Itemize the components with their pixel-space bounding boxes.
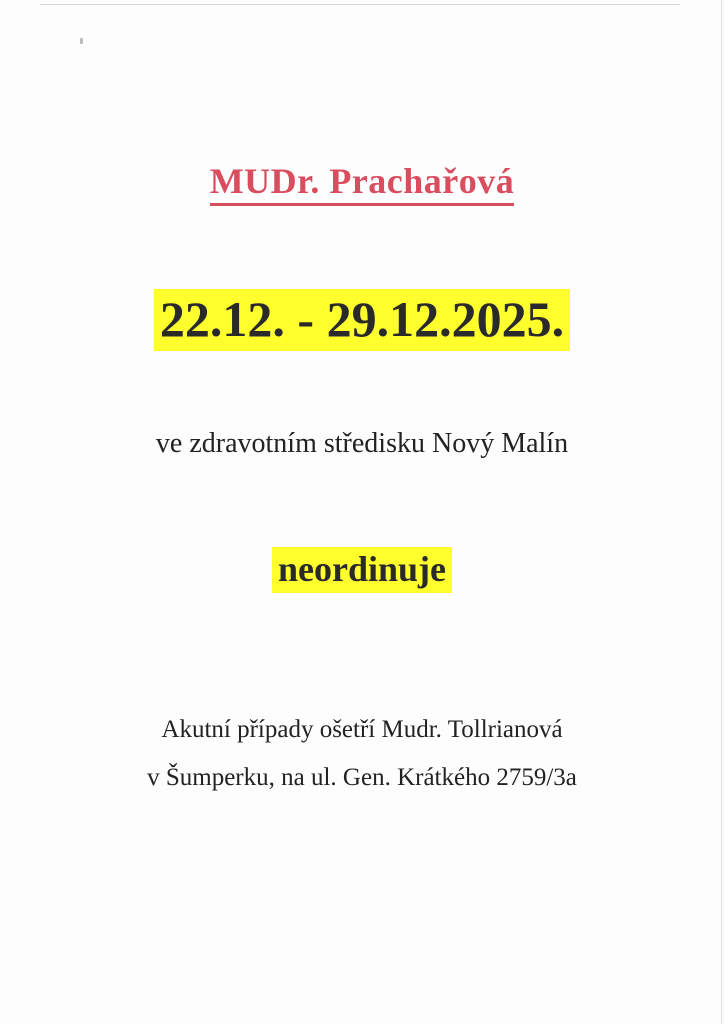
- scan-edge-line: [721, 0, 722, 1024]
- status-heading: [0, 548, 724, 590]
- date-range-highlight: 22.12. - 29.12.2025.: [154, 289, 570, 351]
- location-text: ve zdravotním středisku Nový Malín: [155, 428, 569, 459]
- status-highlight: neordinuje: [272, 547, 452, 593]
- doctor-heading: [0, 160, 724, 202]
- date-range-heading: [0, 290, 724, 348]
- doctor-name: MUDr. Prachařová: [210, 161, 515, 206]
- acute-cases-line-2: v Šumperku, na ul. Gen. Krátkého 2759/3a: [147, 764, 577, 791]
- scan-edge-line: [40, 4, 680, 5]
- scan-speck: [80, 38, 83, 44]
- acute-cases-line-1: Akutní případy ošetří Mudr. Tollrianová: [161, 716, 563, 743]
